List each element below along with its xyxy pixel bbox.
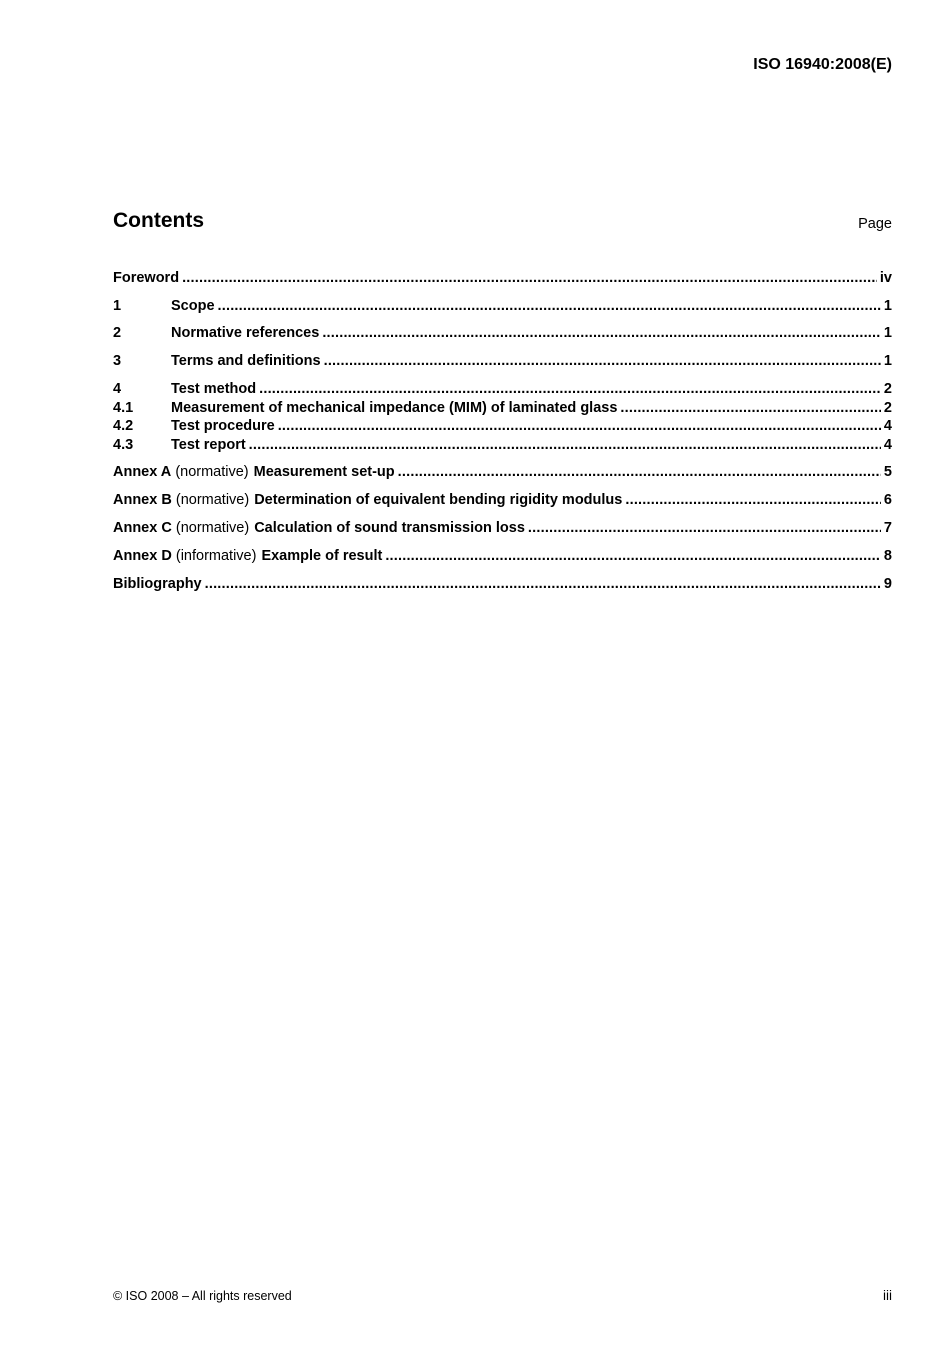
annex-heading [113,490,249,510]
contents-title: Contents [113,209,204,232]
toc-entry-page: 2 [883,400,892,416]
toc-entry-test-method[interactable] [113,379,892,399]
annex-heading [113,546,256,566]
toc-entry-number: 2 [113,325,122,341]
toc-entry-page: 9 [883,576,892,592]
annex-heading [113,462,249,482]
document-id: ISO 16940:2008(E) [753,56,892,73]
toc-entry-annex-c[interactable] [113,518,892,538]
toc-entry-normative-references[interactable] [113,323,892,343]
annex-letter: Annex A [113,464,172,480]
toc-entry-number: 4.2 [113,418,134,434]
annex-heading [113,518,249,538]
toc-entry-label: Determination of equivalent bending rigidity modulus [254,492,623,508]
toc-entry-label: Calculation of sound transmission loss [254,520,525,536]
toc-entry-label: Test method [171,381,257,397]
annex-letter: Annex B [113,492,172,508]
annex-kind: (normative) [175,520,250,536]
toc-entry-label: Scope [171,298,215,314]
toc-leader-dots [218,296,881,316]
toc-entry-page: 1 [883,298,892,314]
annex-letter: Annex D [113,548,172,564]
toc-entry-page: 2 [883,381,892,397]
toc-leader-dots [620,398,881,418]
toc-entry-number: 4.1 [113,400,134,416]
toc-entry-test-report[interactable] [113,435,892,455]
toc-entry-terms-and-definitions[interactable] [113,351,892,371]
toc-entry-page: 1 [883,325,892,341]
annex-kind: (normative) [175,464,249,480]
toc-leader-dots [182,268,877,288]
toc-leader-dots [205,574,881,594]
toc-entry-label: Test report [171,437,246,453]
annex-kind: (normative) [175,492,250,508]
page-column-label: Page [858,216,892,232]
page-number: iii [883,1288,892,1303]
toc-entry-page: 6 [883,492,892,508]
toc-entry-page: iv [879,270,892,286]
toc-leader-dots [324,351,881,371]
toc-entry-annex-a[interactable] [113,462,892,482]
toc-entry-bibliography[interactable] [113,574,892,594]
toc-leader-dots [322,323,881,343]
copyright-notice: © ISO 2008 – All rights reserved [113,1289,292,1303]
toc-leader-dots [625,490,881,510]
toc-entry-page: 1 [883,353,892,369]
toc-leader-dots [249,435,881,455]
toc-leader-dots [259,379,881,399]
toc-leader-dots [385,546,881,566]
toc-entry-foreword[interactable] [113,268,892,288]
toc-entry-label: Measurement of mechanical impedance (MIM) of laminated glass [171,400,618,416]
toc-entry-page: 8 [883,548,892,564]
toc-entry-label: Test procedure [171,418,275,434]
toc-entry-number: 4.3 [113,437,134,453]
toc-entry-page: 5 [883,464,892,480]
toc-entry-label: Normative references [171,325,320,341]
toc-entry-page: 4 [883,418,892,434]
annex-kind: (informative) [175,548,257,564]
toc-leader-dots [278,416,881,436]
toc-entry-annex-d[interactable] [113,546,892,566]
toc-entry-number: 1 [113,298,122,314]
toc-entry-label: Foreword [113,270,180,286]
annex-letter: Annex C [113,520,172,536]
toc-entry-label: Measurement set-up [253,464,395,480]
toc-entry-page: 4 [883,437,892,453]
toc-entry-label: Terms and definitions [171,353,321,369]
toc-entry-number: 3 [113,353,122,369]
toc-entry-label: Example of result [261,548,383,564]
toc-entry-number: 4 [113,381,122,397]
toc-entry-page: 7 [883,520,892,536]
toc-leader-dots [398,462,881,482]
toc-entry-scope[interactable] [113,296,892,316]
toc-entry-annex-b[interactable] [113,490,892,510]
toc-entry-measurement-of-mim[interactable] [113,398,892,418]
toc-entry-label: Bibliography [113,576,202,592]
toc-entry-test-procedure[interactable] [113,416,892,436]
toc-leader-dots [528,518,881,538]
